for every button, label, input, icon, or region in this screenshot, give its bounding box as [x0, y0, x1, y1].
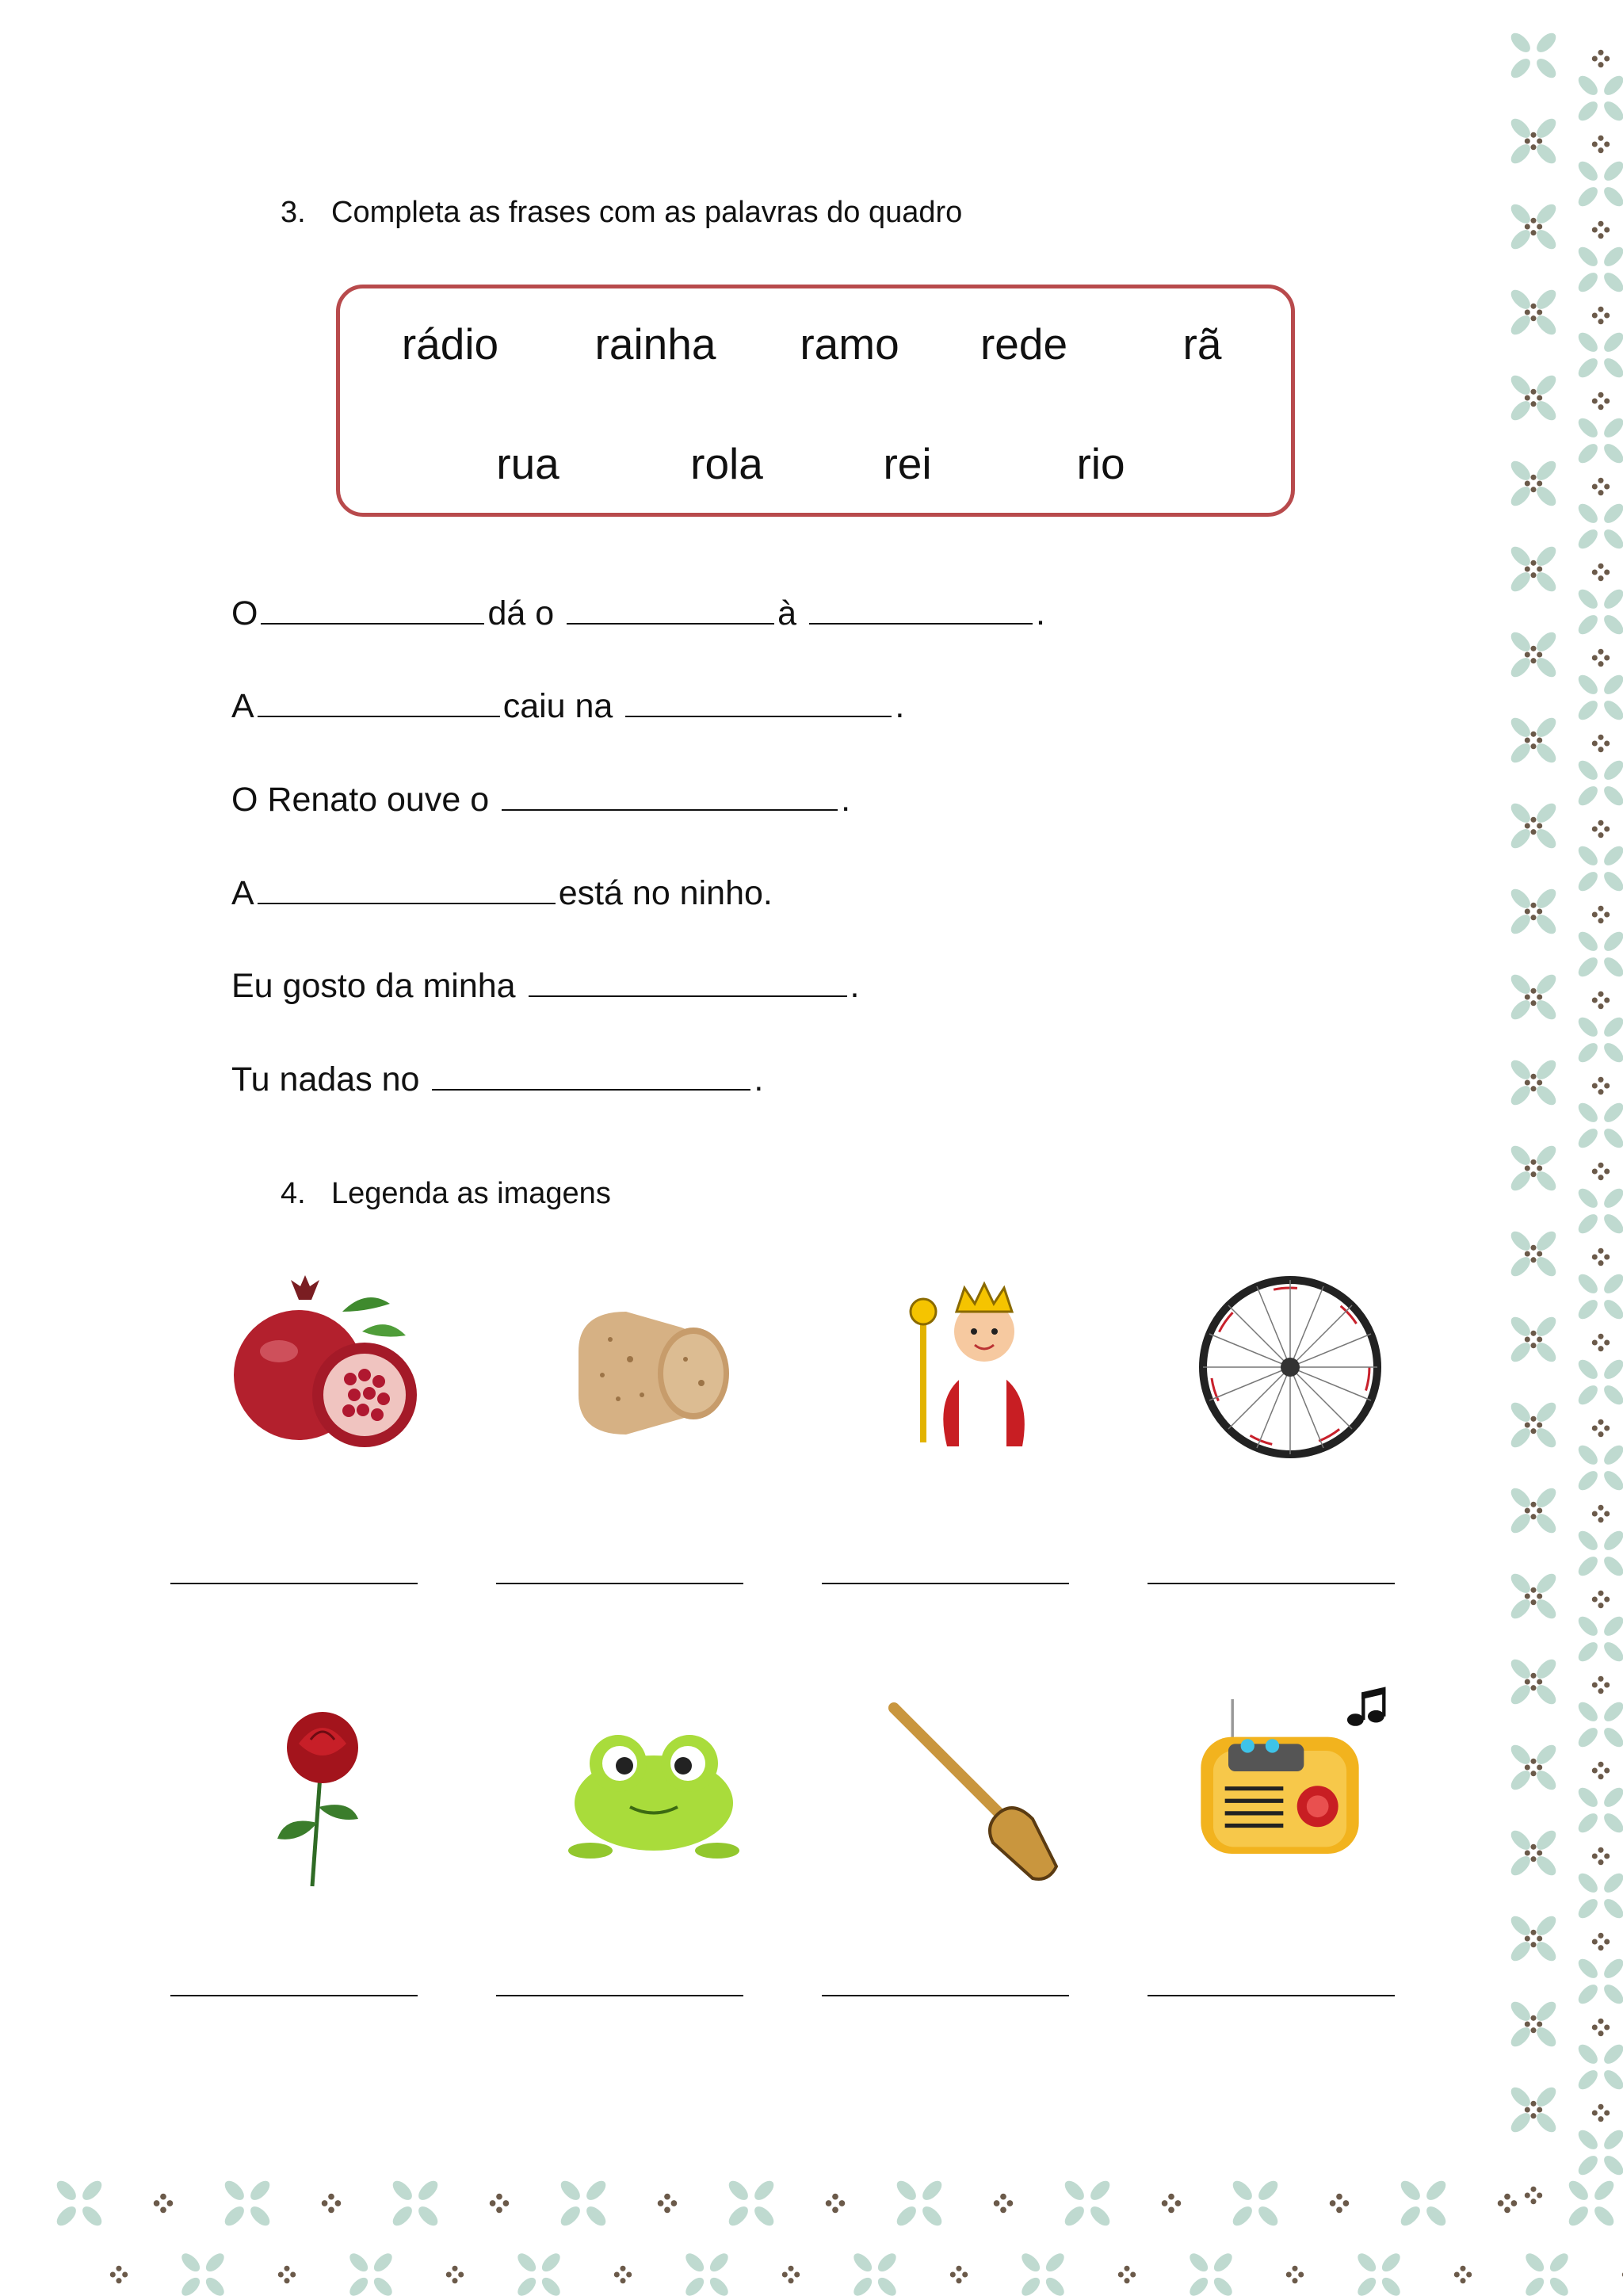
flower-ornament-icon [322, 2194, 341, 2213]
sentence-text: dá o [487, 594, 555, 632]
frog-image [555, 1688, 761, 1894]
decorative-border-bottom [0, 2172, 1623, 2296]
word-bank-word: rede [980, 319, 1068, 369]
flower-ornament-icon [950, 2266, 968, 2283]
flower-ornament-icon [1592, 1505, 1610, 1522]
flower-ornament-icon [1592, 991, 1610, 1009]
word-bank-word: rádio [401, 319, 499, 369]
leaf-ornament-icon [346, 2250, 395, 2296]
flower-ornament-icon [1592, 2019, 1610, 2036]
leaf-ornament-icon [1062, 2178, 1113, 2229]
leaf-ornament-icon [1575, 1271, 1623, 1323]
leaf-ornament-icon [1575, 1186, 1623, 1237]
leaf-ornament-icon [1575, 1870, 1623, 1922]
leaf-ornament-icon [1575, 672, 1623, 724]
leaf-ornament-icon [1575, 1614, 1623, 1665]
flower-ornament-icon [1592, 1419, 1610, 1437]
sentence-text: caiu na [502, 687, 613, 725]
sentence-1 [231, 590, 1045, 633]
leaf-ornament-icon [1522, 2250, 1571, 2296]
answer-line[interactable] [496, 1583, 743, 1584]
exercise-3-instruction: Completa as frases com as palavras do quadro [331, 196, 963, 229]
wheel-image [1187, 1264, 1393, 1470]
flower-ornament-icon [1592, 50, 1610, 67]
leaf-ornament-icon [1575, 843, 1623, 895]
sentence-text: O [231, 594, 258, 632]
flower-ornament-icon [1592, 392, 1610, 410]
flower-ornament-icon [1592, 2104, 1610, 2122]
flower-ornament-icon [1592, 1933, 1610, 1950]
king-image [884, 1264, 1090, 1470]
flower-ornament-icon [1498, 2194, 1517, 2213]
leaf-ornament-icon [1508, 629, 1560, 681]
leaf-ornament-icon [682, 2250, 731, 2296]
leaf-ornament-icon [1575, 159, 1623, 210]
leaf-ornament-icon [1508, 458, 1560, 510]
leaf-ornament-icon [1508, 544, 1560, 595]
leaf-ornament-icon [1508, 116, 1560, 167]
rose-image [223, 1688, 430, 1894]
leaf-ornament-icon [1575, 2042, 1623, 2093]
fill-blank[interactable] [529, 962, 847, 997]
sentence-text: à [777, 594, 797, 632]
oar-image [878, 1688, 1084, 1894]
leaf-ornament-icon [1508, 201, 1560, 253]
exercise-3-heading [281, 196, 962, 230]
decorative-border-right [1498, 0, 1623, 2296]
flower-ornament-icon [1592, 649, 1610, 667]
flower-ornament-icon [994, 2194, 1013, 2213]
flower-ornament-icon [1286, 2266, 1304, 2283]
leaf-ornament-icon [1575, 1528, 1623, 1580]
flower-ornament-icon [1330, 2194, 1349, 2213]
flower-ornament-icon [782, 2266, 800, 2283]
fill-blank[interactable] [258, 682, 500, 717]
answer-line[interactable] [170, 1583, 418, 1584]
fill-blank[interactable] [625, 682, 892, 717]
leaf-ornament-icon [390, 2178, 441, 2229]
flower-ornament-icon [1592, 820, 1610, 838]
fill-blank[interactable] [502, 776, 838, 811]
leaf-ornament-icon [1230, 2178, 1281, 2229]
leaf-ornament-icon [1508, 886, 1560, 938]
leaf-ornament-icon [1508, 1314, 1560, 1366]
leaf-ornament-icon [1508, 1485, 1560, 1537]
flower-ornament-icon [490, 2194, 509, 2213]
word-bank-word: ramo [800, 319, 899, 369]
answer-line[interactable] [822, 1583, 1069, 1584]
flower-ornament-icon [1592, 1334, 1610, 1351]
flower-ornament-icon [1592, 1248, 1610, 1266]
flower-ornament-icon [614, 2266, 632, 2283]
leaf-ornament-icon [1508, 1742, 1560, 1794]
flower-ornament-icon [1592, 906, 1610, 923]
answer-line[interactable] [496, 1995, 743, 1996]
flower-ornament-icon [1118, 2266, 1136, 2283]
leaf-ornament-icon [1575, 1442, 1623, 1494]
leaf-ornament-icon [1575, 1699, 1623, 1751]
leaf-ornament-icon [1508, 800, 1560, 852]
leaf-ornament-icon [178, 2250, 227, 2296]
leaf-ornament-icon [1018, 2250, 1067, 2296]
sentence-text: . [850, 967, 860, 1005]
fill-blank[interactable] [567, 590, 774, 625]
fill-blank[interactable] [809, 590, 1033, 625]
leaf-ornament-icon [1575, 758, 1623, 809]
flower-ornament-icon [1592, 1676, 1610, 1694]
leaf-ornament-icon [222, 2178, 273, 2229]
sentence-text: Tu nadas no [231, 1060, 420, 1098]
answer-line[interactable] [170, 1995, 418, 1996]
word-bank-word: rei [883, 439, 932, 488]
sentence-text: está no ninho. [558, 874, 773, 912]
sentence-text: A [231, 874, 254, 912]
leaf-ornament-icon [1186, 2250, 1235, 2296]
exercise-4-heading [281, 1177, 611, 1211]
leaf-ornament-icon [1508, 2084, 1560, 2136]
leaf-ornament-icon [850, 2250, 899, 2296]
leaf-ornament-icon [1508, 1571, 1560, 1622]
word-bank-word: rainha [594, 319, 716, 369]
leaf-ornament-icon [1508, 972, 1560, 1023]
exercise-4-instruction: Legenda as imagens [331, 1177, 611, 1210]
leaf-ornament-icon [1575, 2127, 1623, 2179]
sentence-text: . [754, 1060, 764, 1098]
flower-ornament-icon [1592, 307, 1610, 324]
leaf-ornament-icon [1575, 586, 1623, 638]
flower-ornament-icon [1592, 1077, 1610, 1095]
exercise-4-number: 4. [281, 1177, 306, 1210]
leaf-ornament-icon [1508, 1228, 1560, 1280]
sentence-6 [231, 1056, 763, 1099]
leaf-ornament-icon [1398, 2178, 1449, 2229]
leaf-ornament-icon [54, 2178, 105, 2229]
word-bank-word: rio [1076, 439, 1125, 488]
flower-ornament-icon [1592, 221, 1610, 239]
sentence-3 [231, 776, 850, 819]
exercise-3-number: 3. [281, 196, 306, 229]
leaf-ornament-icon [1566, 2178, 1617, 2229]
answer-line[interactable] [1148, 1583, 1395, 1584]
fill-blank[interactable] [432, 1056, 750, 1091]
leaf-ornament-icon [1575, 1100, 1623, 1152]
leaf-ornament-icon [1508, 1400, 1560, 1451]
cork-image [555, 1264, 761, 1470]
leaf-ornament-icon [1508, 1143, 1560, 1194]
flower-ornament-icon [1454, 2266, 1472, 2283]
word-bank-word: rua [496, 439, 559, 488]
flower-ornament-icon [1592, 478, 1610, 495]
flower-ornament-icon [154, 2194, 173, 2213]
leaf-ornament-icon [1508, 372, 1560, 424]
leaf-ornament-icon [1508, 1913, 1560, 1965]
flower-ornament-icon [1592, 1847, 1610, 1865]
flower-ornament-icon [1592, 563, 1610, 581]
leaf-ornament-icon [1508, 1656, 1560, 1708]
leaf-ornament-icon [1575, 501, 1623, 552]
flower-ornament-icon [446, 2266, 464, 2283]
leaf-ornament-icon [1575, 1956, 1623, 2008]
sentence-text: Eu gosto da minha [231, 967, 516, 1005]
answer-line[interactable] [1148, 1995, 1395, 1996]
sentence-5 [231, 962, 859, 1006]
flower-ornament-icon [1592, 1762, 1610, 1779]
radio-image [1187, 1679, 1393, 1885]
sentence-text: A [231, 687, 254, 725]
sentence-2 [231, 682, 904, 726]
leaf-ornament-icon [514, 2250, 563, 2296]
leaf-ornament-icon [1575, 330, 1623, 381]
leaf-ornament-icon [894, 2178, 945, 2229]
leaf-ornament-icon [1575, 415, 1623, 467]
leaf-ornament-icon [1354, 2250, 1403, 2296]
sentence-text: O Renato ouve o [231, 781, 490, 819]
leaf-ornament-icon [1508, 715, 1560, 766]
sentence-text: . [895, 687, 905, 725]
leaf-ornament-icon [1575, 244, 1623, 296]
flower-ornament-icon [110, 2266, 128, 2283]
word-bank-word: rã [1182, 319, 1222, 369]
leaf-ornament-icon [1575, 929, 1623, 980]
sentence-text: . [841, 781, 851, 819]
leaf-ornament-icon [1575, 1785, 1623, 1836]
leaf-ornament-icon [1508, 1057, 1560, 1109]
leaf-ornament-icon [558, 2178, 609, 2229]
leaf-ornament-icon [1508, 1999, 1560, 2050]
word-bank-word: rola [690, 439, 763, 488]
flower-ornament-icon [826, 2194, 845, 2213]
pomegranate-image [223, 1264, 430, 1470]
flower-ornament-icon [658, 2194, 677, 2213]
flower-ornament-icon [1592, 136, 1610, 153]
flower-ornament-icon [1592, 1163, 1610, 1180]
sentence-4 [231, 869, 773, 913]
leaf-ornament-icon [1508, 287, 1560, 338]
leaf-ornament-icon [1508, 30, 1560, 82]
flower-ornament-icon [1592, 735, 1610, 752]
fill-blank[interactable] [258, 869, 556, 904]
leaf-ornament-icon [1508, 1828, 1560, 1879]
flower-ornament-icon [1162, 2194, 1181, 2213]
fill-blank[interactable] [261, 590, 484, 625]
answer-line[interactable] [822, 1995, 1069, 1996]
flower-ornament-icon [278, 2266, 296, 2283]
sentence-text: . [1035, 594, 1045, 632]
leaf-ornament-icon [726, 2178, 777, 2229]
flower-ornament-icon [1592, 1591, 1610, 1608]
leaf-ornament-icon [1575, 73, 1623, 124]
leaf-ornament-icon [1575, 1014, 1623, 1066]
leaf-ornament-icon [1575, 1357, 1623, 1408]
